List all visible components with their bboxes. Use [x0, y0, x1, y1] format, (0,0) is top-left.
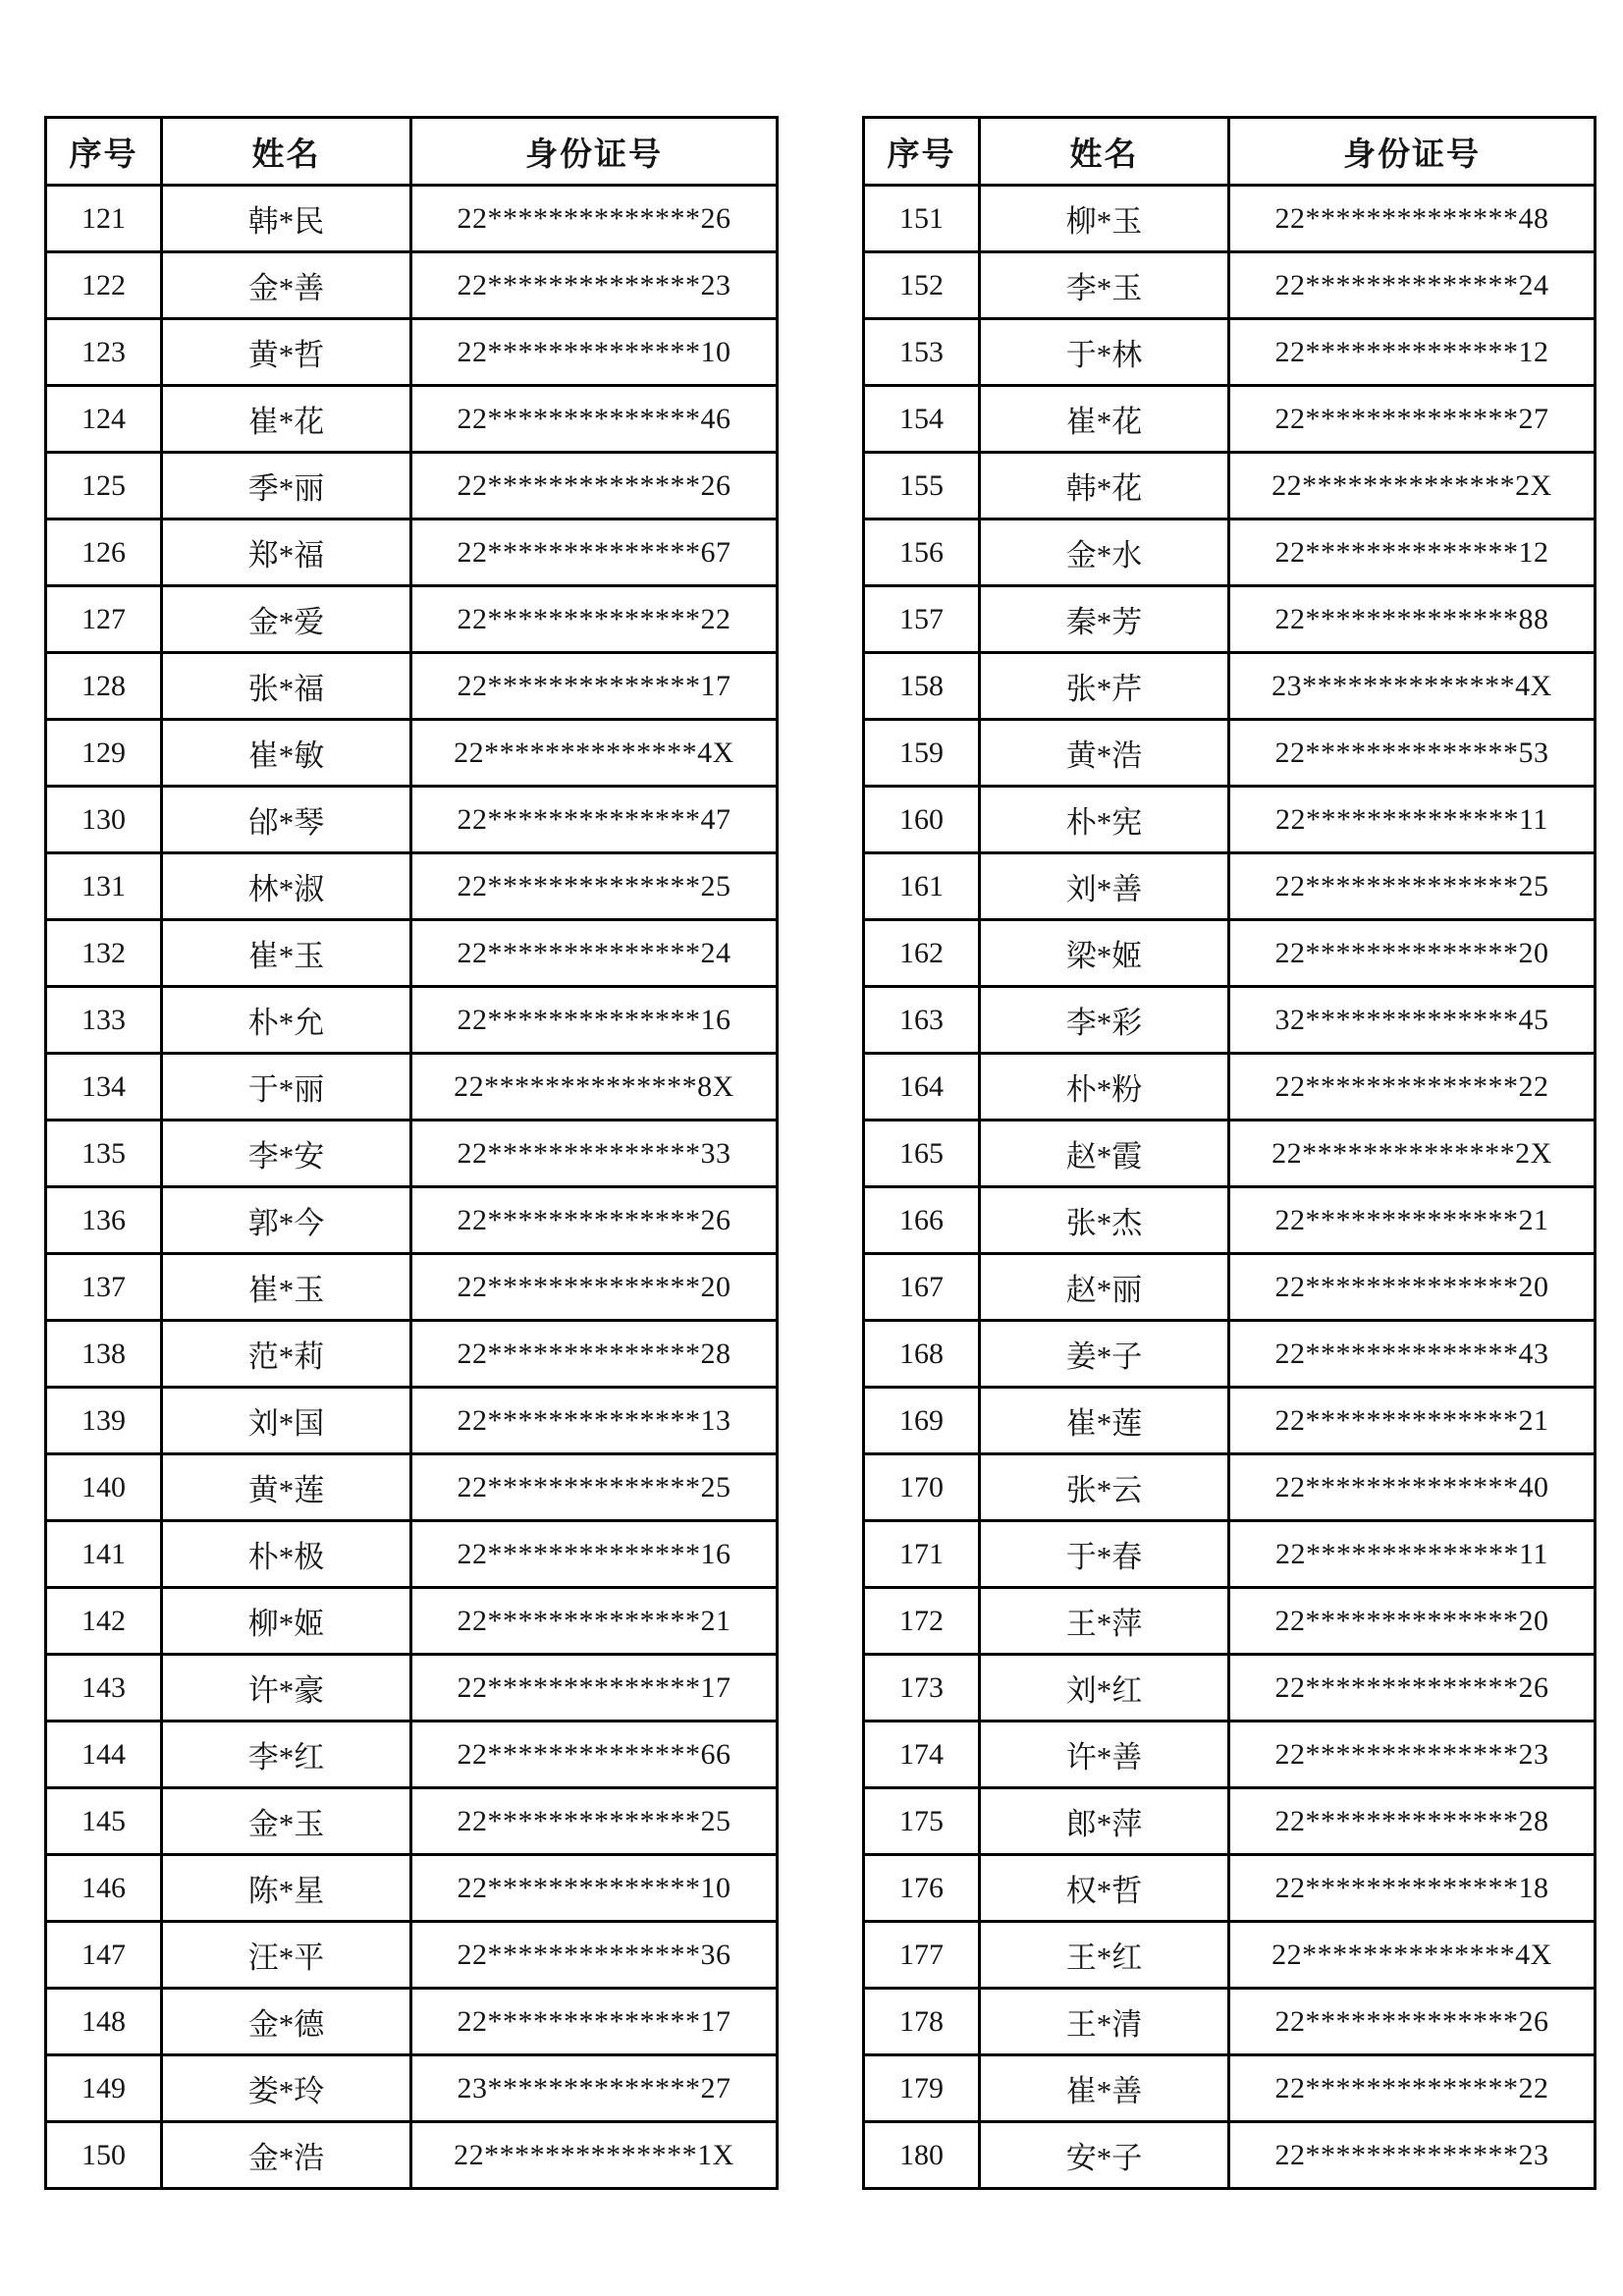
serial-cell: 129 — [46, 720, 162, 787]
id-number-cell: 22**************23 — [1229, 2122, 1596, 2189]
serial-cell: 167 — [864, 1254, 980, 1321]
name-cell: 陈*星 — [162, 1855, 411, 1922]
id-number-cell: 22**************25 — [411, 853, 778, 920]
id-number-cell: 22**************26 — [1229, 1989, 1596, 2055]
name-cell: 汪*平 — [162, 1922, 411, 1989]
name-cell: 赵*丽 — [980, 1254, 1229, 1321]
name-cell: 赵*霞 — [980, 1121, 1229, 1187]
table-row — [46, 1788, 778, 1855]
name-cell: 黄*莲 — [162, 1454, 411, 1521]
table-row — [46, 1855, 778, 1922]
table-row — [46, 987, 778, 1054]
col-header-serial: 序号 — [46, 118, 162, 186]
serial-cell: 174 — [864, 1722, 980, 1788]
id-number-cell: 22**************12 — [1229, 519, 1596, 586]
id-number-cell: 23**************4X — [1229, 653, 1596, 720]
table-row — [46, 1254, 778, 1321]
id-number-cell: 22**************10 — [411, 319, 778, 386]
serial-cell: 142 — [46, 1588, 162, 1655]
id-number-cell: 22**************28 — [411, 1321, 778, 1388]
serial-cell: 158 — [864, 653, 980, 720]
id-number-cell: 22**************24 — [411, 920, 778, 987]
serial-cell: 140 — [46, 1454, 162, 1521]
serial-cell: 164 — [864, 1054, 980, 1121]
table-row — [46, 386, 778, 453]
name-cell: 柳*姬 — [162, 1588, 411, 1655]
table-row — [864, 1922, 1596, 1989]
table-row — [864, 1054, 1596, 1121]
table-row — [864, 1788, 1596, 1855]
id-number-cell: 22**************4X — [411, 720, 778, 787]
name-cell: 张*福 — [162, 653, 411, 720]
serial-cell: 175 — [864, 1788, 980, 1855]
id-number-cell: 22**************17 — [411, 653, 778, 720]
id-number-cell: 22**************23 — [1229, 1722, 1596, 1788]
id-number-cell: 22**************4X — [1229, 1922, 1596, 1989]
name-cell: 安*子 — [980, 2122, 1229, 2189]
serial-cell: 122 — [46, 252, 162, 319]
id-number-cell: 22**************47 — [411, 787, 778, 853]
serial-cell: 162 — [864, 920, 980, 987]
serial-cell: 157 — [864, 586, 980, 653]
table-row — [864, 519, 1596, 586]
id-number-cell: 22**************23 — [411, 252, 778, 319]
name-cell: 朴*粉 — [980, 1054, 1229, 1121]
table-row — [46, 2122, 778, 2189]
id-number-cell: 22**************8X — [411, 1054, 778, 1121]
serial-cell: 169 — [864, 1388, 980, 1454]
col-header-id-number: 身份证号 — [1229, 118, 1596, 186]
name-cell: 姜*子 — [980, 1321, 1229, 1388]
id-number-cell: 22**************17 — [411, 1655, 778, 1722]
table-row — [864, 853, 1596, 920]
id-number-cell: 22**************22 — [1229, 1054, 1596, 1121]
tables-container — [44, 116, 1596, 2190]
id-number-cell: 22**************43 — [1229, 1321, 1596, 1388]
table-row — [46, 1588, 778, 1655]
name-cell: 崔*玉 — [162, 920, 411, 987]
roster-table-left — [44, 116, 779, 2190]
serial-cell: 138 — [46, 1321, 162, 1388]
table-row — [46, 319, 778, 386]
serial-cell: 163 — [864, 987, 980, 1054]
table-row — [46, 186, 778, 252]
id-number-cell: 22**************24 — [1229, 252, 1596, 319]
serial-cell: 172 — [864, 1588, 980, 1655]
table-row — [864, 1655, 1596, 1722]
name-cell: 刘*国 — [162, 1388, 411, 1454]
serial-cell: 154 — [864, 386, 980, 453]
table-row — [864, 252, 1596, 319]
name-cell: 朴*允 — [162, 987, 411, 1054]
serial-cell: 166 — [864, 1187, 980, 1254]
id-number-cell: 22**************17 — [411, 1989, 778, 2055]
table-row — [864, 319, 1596, 386]
id-number-cell: 22**************22 — [1229, 2055, 1596, 2122]
table-row — [864, 1321, 1596, 1388]
serial-cell: 137 — [46, 1254, 162, 1321]
id-number-cell: 22**************13 — [411, 1388, 778, 1454]
table-row — [46, 252, 778, 319]
table-row — [46, 1388, 778, 1454]
id-number-cell: 22**************46 — [411, 386, 778, 453]
table-row — [864, 586, 1596, 653]
name-cell: 郑*福 — [162, 519, 411, 586]
serial-cell: 121 — [46, 186, 162, 252]
name-cell: 金*玉 — [162, 1788, 411, 1855]
serial-cell: 150 — [46, 2122, 162, 2189]
id-number-cell: 22**************53 — [1229, 720, 1596, 787]
serial-cell: 144 — [46, 1722, 162, 1788]
name-cell: 于*林 — [980, 319, 1229, 386]
serial-cell: 176 — [864, 1855, 980, 1922]
table-row — [46, 1521, 778, 1588]
table-row — [864, 1588, 1596, 1655]
name-cell: 金*善 — [162, 252, 411, 319]
table-row — [46, 1989, 778, 2055]
table-row — [864, 720, 1596, 787]
id-number-cell: 32**************45 — [1229, 987, 1596, 1054]
roster-table-right — [862, 116, 1596, 2190]
serial-cell: 151 — [864, 186, 980, 252]
id-number-cell: 22**************10 — [411, 1855, 778, 1922]
id-number-cell: 22**************25 — [411, 1454, 778, 1521]
name-cell: 许*善 — [980, 1722, 1229, 1788]
table-row — [46, 1187, 778, 1254]
name-cell: 王*红 — [980, 1922, 1229, 1989]
id-number-cell: 22**************20 — [1229, 1588, 1596, 1655]
id-number-cell: 22**************28 — [1229, 1788, 1596, 1855]
name-cell: 李*红 — [162, 1722, 411, 1788]
table-row — [864, 2122, 1596, 2189]
header-row — [864, 118, 1596, 186]
id-number-cell: 22**************36 — [411, 1922, 778, 1989]
serial-cell: 179 — [864, 2055, 980, 2122]
id-number-cell: 22**************16 — [411, 1521, 778, 1588]
table-row — [864, 1521, 1596, 1588]
name-cell: 许*豪 — [162, 1655, 411, 1722]
id-number-cell: 22**************88 — [1229, 586, 1596, 653]
name-cell: 黄*浩 — [980, 720, 1229, 787]
table-row — [46, 1454, 778, 1521]
serial-cell: 146 — [46, 1855, 162, 1922]
name-cell: 黄*哲 — [162, 319, 411, 386]
id-number-cell: 22**************20 — [411, 1254, 778, 1321]
table-row — [864, 2055, 1596, 2122]
serial-cell: 128 — [46, 653, 162, 720]
table-row — [46, 453, 778, 519]
serial-cell: 123 — [46, 319, 162, 386]
serial-cell: 135 — [46, 1121, 162, 1187]
serial-cell: 180 — [864, 2122, 980, 2189]
id-number-cell: 22**************48 — [1229, 186, 1596, 252]
serial-cell: 161 — [864, 853, 980, 920]
name-cell: 刘*善 — [980, 853, 1229, 920]
table-row — [864, 1187, 1596, 1254]
serial-cell: 173 — [864, 1655, 980, 1722]
serial-cell: 134 — [46, 1054, 162, 1121]
table-row — [46, 1655, 778, 1722]
id-number-cell: 22**************26 — [1229, 1655, 1596, 1722]
table-row — [864, 653, 1596, 720]
serial-cell: 177 — [864, 1922, 980, 1989]
serial-cell: 178 — [864, 1989, 980, 2055]
id-number-cell: 22**************66 — [411, 1722, 778, 1788]
table-row — [864, 1855, 1596, 1922]
name-cell: 权*哲 — [980, 1855, 1229, 1922]
header-row — [46, 118, 778, 186]
id-number-cell: 22**************25 — [1229, 853, 1596, 920]
id-number-cell: 22**************26 — [411, 453, 778, 519]
name-cell: 王*萍 — [980, 1588, 1229, 1655]
name-cell: 崔*花 — [980, 386, 1229, 453]
table-row — [46, 1922, 778, 1989]
table-row — [46, 853, 778, 920]
name-cell: 韩*花 — [980, 453, 1229, 519]
serial-cell: 159 — [864, 720, 980, 787]
table-row — [864, 453, 1596, 519]
name-cell: 崔*玉 — [162, 1254, 411, 1321]
table-row — [864, 1121, 1596, 1187]
serial-cell: 147 — [46, 1922, 162, 1989]
serial-cell: 145 — [46, 1788, 162, 1855]
name-cell: 娄*玲 — [162, 2055, 411, 2122]
table-row — [46, 653, 778, 720]
name-cell: 邰*琴 — [162, 787, 411, 853]
table-row — [864, 920, 1596, 987]
name-cell: 秦*芳 — [980, 586, 1229, 653]
table-row — [864, 1989, 1596, 2055]
name-cell: 李*玉 — [980, 252, 1229, 319]
serial-cell: 165 — [864, 1121, 980, 1187]
table-row — [46, 1321, 778, 1388]
serial-cell: 136 — [46, 1187, 162, 1254]
name-cell: 金*水 — [980, 519, 1229, 586]
serial-cell: 170 — [864, 1454, 980, 1521]
id-number-cell: 22**************26 — [411, 186, 778, 252]
id-number-cell: 22**************40 — [1229, 1454, 1596, 1521]
table-row — [46, 720, 778, 787]
col-header-serial: 序号 — [864, 118, 980, 186]
id-number-cell: 22**************21 — [1229, 1388, 1596, 1454]
name-cell: 郎*萍 — [980, 1788, 1229, 1855]
name-cell: 李*彩 — [980, 987, 1229, 1054]
serial-cell: 143 — [46, 1655, 162, 1722]
serial-cell: 171 — [864, 1521, 980, 1588]
table-row — [46, 920, 778, 987]
name-cell: 崔*善 — [980, 2055, 1229, 2122]
id-number-cell: 22**************25 — [411, 1788, 778, 1855]
serial-cell: 130 — [46, 787, 162, 853]
id-number-cell: 22**************11 — [1229, 787, 1596, 853]
name-cell: 柳*玉 — [980, 186, 1229, 252]
serial-cell: 132 — [46, 920, 162, 987]
name-cell: 范*莉 — [162, 1321, 411, 1388]
col-header-name: 姓名 — [980, 118, 1229, 186]
table-row — [46, 519, 778, 586]
name-cell: 张*芹 — [980, 653, 1229, 720]
name-cell: 王*清 — [980, 1989, 1229, 2055]
serial-cell: 124 — [46, 386, 162, 453]
serial-cell: 126 — [46, 519, 162, 586]
id-number-cell: 22**************11 — [1229, 1521, 1596, 1588]
name-cell: 崔*莲 — [980, 1388, 1229, 1454]
name-cell: 林*淑 — [162, 853, 411, 920]
serial-cell: 149 — [46, 2055, 162, 2122]
table-row — [46, 787, 778, 853]
id-number-cell: 22**************18 — [1229, 1855, 1596, 1922]
col-header-id-number: 身份证号 — [411, 118, 778, 186]
name-cell: 郭*今 — [162, 1187, 411, 1254]
table-row — [46, 586, 778, 653]
id-number-cell: 22**************21 — [411, 1588, 778, 1655]
serial-cell: 131 — [46, 853, 162, 920]
name-cell: 朴*极 — [162, 1521, 411, 1588]
serial-cell: 148 — [46, 1989, 162, 2055]
id-number-cell: 22**************26 — [411, 1187, 778, 1254]
name-cell: 韩*民 — [162, 186, 411, 252]
table-row — [864, 987, 1596, 1054]
name-cell: 金*浩 — [162, 2122, 411, 2189]
id-number-cell: 23**************27 — [411, 2055, 778, 2122]
table-row — [46, 1121, 778, 1187]
id-number-cell: 22**************22 — [411, 586, 778, 653]
serial-cell: 152 — [864, 252, 980, 319]
id-number-cell: 22**************67 — [411, 519, 778, 586]
id-number-cell: 22**************20 — [1229, 1254, 1596, 1321]
col-header-name: 姓名 — [162, 118, 411, 186]
table-row — [864, 1454, 1596, 1521]
name-cell: 金*爱 — [162, 586, 411, 653]
table-row — [46, 2055, 778, 2122]
table-row — [864, 1388, 1596, 1454]
id-number-cell: 22**************33 — [411, 1121, 778, 1187]
table-row — [864, 386, 1596, 453]
name-cell: 于*春 — [980, 1521, 1229, 1588]
name-cell: 崔*敏 — [162, 720, 411, 787]
serial-cell: 141 — [46, 1521, 162, 1588]
id-number-cell: 22**************12 — [1229, 319, 1596, 386]
serial-cell: 160 — [864, 787, 980, 853]
serial-cell: 133 — [46, 987, 162, 1054]
id-number-cell: 22**************20 — [1229, 920, 1596, 987]
name-cell: 于*丽 — [162, 1054, 411, 1121]
serial-cell: 168 — [864, 1321, 980, 1388]
table-row — [864, 186, 1596, 252]
name-cell: 季*丽 — [162, 453, 411, 519]
serial-cell: 156 — [864, 519, 980, 586]
id-number-cell: 22**************2X — [1229, 453, 1596, 519]
table-row — [864, 1722, 1596, 1788]
id-number-cell: 22**************27 — [1229, 386, 1596, 453]
id-number-cell: 22**************21 — [1229, 1187, 1596, 1254]
name-cell: 李*安 — [162, 1121, 411, 1187]
name-cell: 张*杰 — [980, 1187, 1229, 1254]
roster-table-right-body — [864, 186, 1596, 2189]
table-row — [46, 1722, 778, 1788]
id-number-cell: 22**************2X — [1229, 1121, 1596, 1187]
serial-cell: 127 — [46, 586, 162, 653]
table-row — [864, 787, 1596, 853]
name-cell: 张*云 — [980, 1454, 1229, 1521]
id-number-cell: 22**************16 — [411, 987, 778, 1054]
name-cell: 崔*花 — [162, 386, 411, 453]
table-row — [46, 1054, 778, 1121]
id-number-cell: 22**************1X — [411, 2122, 778, 2189]
name-cell: 梁*姬 — [980, 920, 1229, 987]
name-cell: 金*德 — [162, 1989, 411, 2055]
name-cell: 朴*宪 — [980, 787, 1229, 853]
serial-cell: 125 — [46, 453, 162, 519]
roster-table-left-body — [46, 186, 778, 2189]
serial-cell: 155 — [864, 453, 980, 519]
table-row — [864, 1254, 1596, 1321]
name-cell: 刘*红 — [980, 1655, 1229, 1722]
serial-cell: 139 — [46, 1388, 162, 1454]
serial-cell: 153 — [864, 319, 980, 386]
